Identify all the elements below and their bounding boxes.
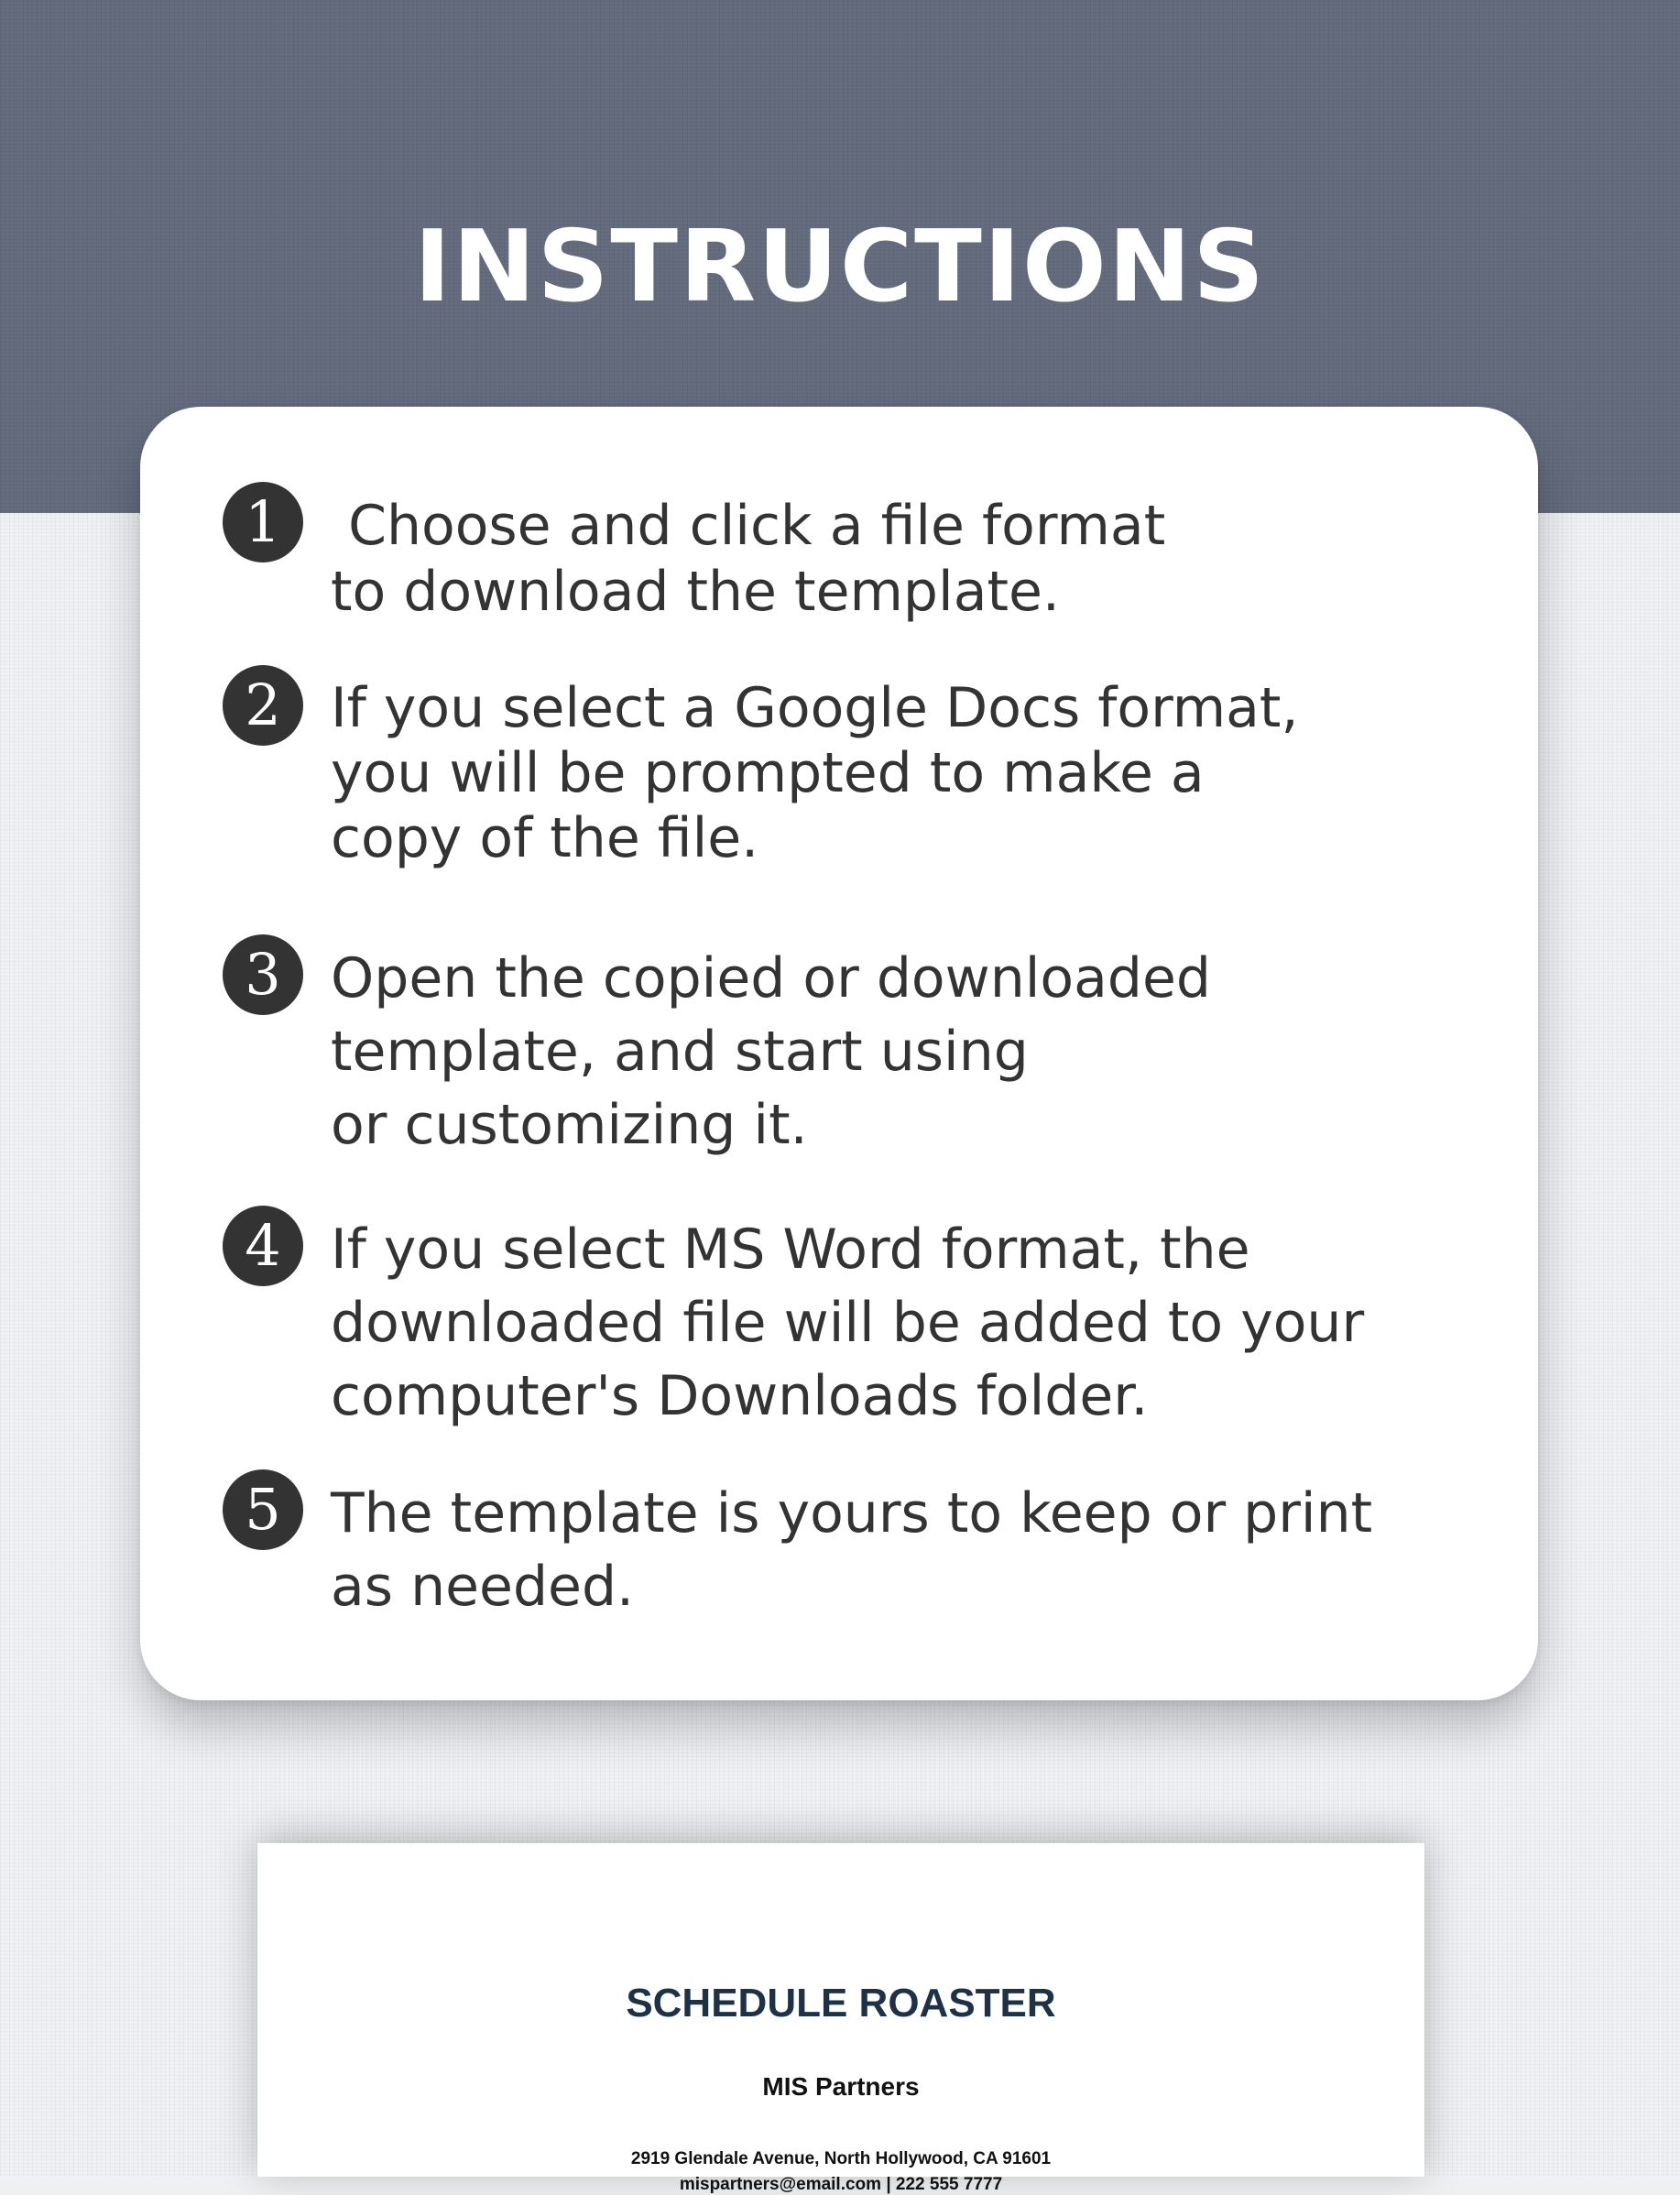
preview-address: 2919 Glendale Avenue, North Hollywood, CA 91601 [630,2149,1052,2168]
step-number-badge: 4 [223,1206,303,1286]
step-text [331,942,1512,1162]
step-text [331,676,1512,871]
step-line: If you select a Google Docs format, [331,676,1299,740]
step-line: as needed. [331,1555,635,1619]
step-line: you will be prompted to make a [331,741,1205,805]
step-line: template, and start using [331,1020,1029,1084]
step-number-badge: 2 [223,665,303,746]
template-preview [257,1843,1424,2194]
step-line: The template is yours to keep or print [331,1481,1373,1545]
step-line: Open the copied or downloaded [331,946,1211,1010]
preview-contact: mispartners@email.com | 222 555 7777 [679,2175,1003,2194]
step-text [331,1477,1512,1623]
step-text [331,1213,1512,1433]
step-line: to download the template. [331,560,1060,624]
step-number-badge: 3 [223,934,303,1015]
step-line: Choose and click a file format [331,494,1166,558]
preview-title: SCHEDULE ROASTER [626,1981,1056,2026]
step-line: downloaded file will be added to your [331,1291,1365,1355]
instructions-card [140,407,1538,1700]
step-line: copy of the file. [331,806,759,870]
step-line: computer's Downloads folder. [331,1364,1149,1428]
step-line: or customizing it. [331,1093,808,1157]
step-number-badge: 1 [223,482,303,562]
step-number-badge: 5 [223,1469,303,1550]
preview-company: MIS Partners [762,2072,920,2101]
step-line: If you select MS Word format, the [331,1218,1250,1282]
step-text [331,493,1512,625]
page-title: INSTRUCTIONS [414,210,1266,324]
